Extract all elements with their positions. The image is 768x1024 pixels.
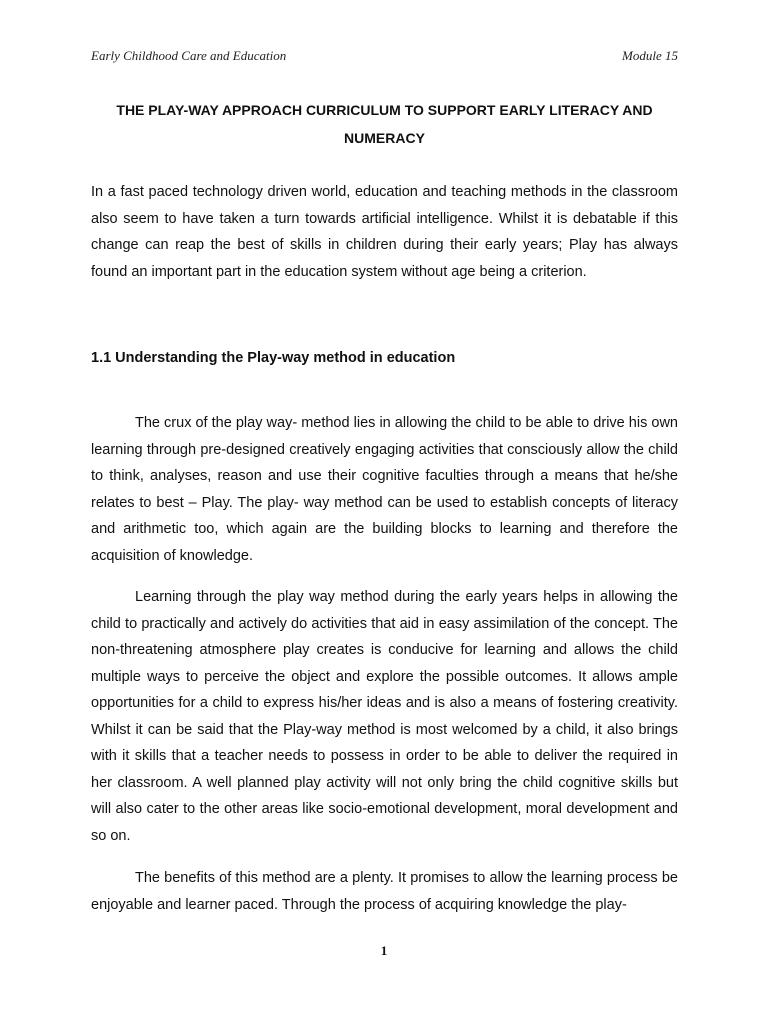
body-paragraph-3: The benefits of this method are a plenty. It promises to allow the learning process be enjoyable and learner paced. Through the process of acquiring knowledge the play- [91,870,678,913]
page-header [91,48,678,66]
body-paragraph-1: The crux of the play way- method lies in allowing the child to be able to drive his own learning through pre-designed creatively engaging activities that consciously allow the child to think, analyses, reason and use their cognitive faculties through a means that he/she relates to best – Play. The play- way method can be used to establish concepts of literacy and arithmetic too, which again are the building blocks to learning and therefore the acquisition of knowledge. [91,415,678,564]
document-title: THE PLAY-WAY APPROACH CURRICULUM TO SUPPORT EARLY LITERACY AND NUMERACY [116,102,653,146]
header-module-number: Module 15 [622,48,678,63]
page-number: 1 [380,943,388,958]
header-course-title: Early Childhood Care and Education [91,48,287,63]
body-paragraph-2: Learning through the play way method during the early years helps in allowing the child to practically and actively do activities that aid in easy assimilation of the concept. The non-threatening atmosphere play creates is conducive for learning and allows the child multiple ways to perceive the object and explore the possible outcomes. It allows ample opportunities for a child to express his/her ideas and is also a means of fostering creativity. Whilst it can be said that the Play-way method is most welcomed by a child, it also brings with it skills that a teacher needs to possess in order to be able to deliver the required in her classroom. A well planned play activity will not only bring the child cognitive skills but will also cater to the other areas like socio-emotional development, moral development and so on. [91,589,678,844]
section-heading: 1.1 Understanding the Play-way method in education [91,350,456,366]
intro-paragraph: In a fast paced technology driven world, education and teaching methods in the classroom also seem to have taken a turn towards artificial intelligence. Whilst it is debatable if this change can reap the best of skills in children during their early years; Play has always found an important part in the education system without age being a criterion. [91,184,678,280]
